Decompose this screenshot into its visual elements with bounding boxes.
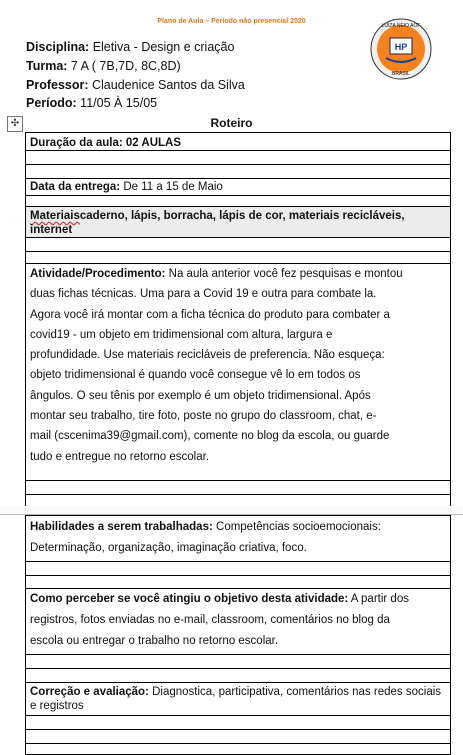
table-move-handle-icon[interactable]: ✣ <box>7 116 23 132</box>
perceber-line: A partir dos <box>348 593 409 605</box>
habilidades-line: Determinação, organização, imaginação criativa, foco. <box>30 542 307 554</box>
professor-line <box>26 78 245 92</box>
correcao-value: Diagnostica, participativa, comentários nas redes sociais e registros <box>30 686 442 712</box>
perceber-label: Como perceber se você atingiu o objetivo desta atividade: <box>30 593 349 605</box>
materiais-value: caderno, lápis, borracha, lápis de cor, materiais recicláveis, internet <box>30 210 405 236</box>
perceber-line: escola ou entregar o trabalho no retorno escolar. <box>30 635 279 647</box>
roteiro-heading: Roteiro <box>210 116 253 130</box>
entrega-cell <box>30 180 446 194</box>
svg-text:HP: HP <box>394 42 408 52</box>
svg-text:BRASIL: BRASIL <box>392 71 410 77</box>
atividade-line: covid19 - um objeto em tridimensional com altura, largura e <box>30 328 333 341</box>
turma-value: 7 A ( 7B,7D, 8C,8D) <box>67 59 181 73</box>
entrega-label: Data da entrega: <box>30 181 124 193</box>
turma-label: Turma: <box>26 59 68 73</box>
plan-title: Plano de Aula – Período não presencial 2020 <box>157 18 306 25</box>
materiais-cell <box>30 209 446 237</box>
atividade-cell <box>30 264 446 467</box>
atividade-line: Na aula anterior você fez pesquisas e montou <box>165 268 403 280</box>
atividade-line: montar seu trabalho, tire foto, poste no grupo do classroom, chat, e- <box>30 410 377 423</box>
professor-value: Claudenice Santos da Silva <box>88 78 245 92</box>
perceber-cell <box>30 589 446 652</box>
lesson-table-1 <box>25 132 451 508</box>
habilidades-label: Habilidades a serem trabalhadas: <box>30 521 213 533</box>
atividade-line: duas fichas técnicas. Uma para a Covid 19 e outra para combate la. <box>30 288 377 301</box>
periodo-value: 11/05 À 15/05 <box>76 96 158 110</box>
school-logo <box>370 18 432 80</box>
periodo-line <box>26 96 157 110</box>
perceber-line: registros, fotos enviadas no e-mail, classroom, comentários no blog da <box>30 614 390 626</box>
professor-label: Professor: <box>26 78 89 92</box>
atividade-line: tudo e entregue no retorno escolar. <box>30 450 210 463</box>
atividade-line: ângulos. O seu tênis por exemplo é um objeto tridimensional. Após <box>30 389 371 402</box>
duracao-cell: Duração da aula: 02 AULAS <box>30 137 182 149</box>
habilidades-line: Competências socioemocionais: <box>212 521 381 533</box>
lesson-table-2 <box>25 515 451 755</box>
atividade-line: mail (cscenima39@gmail.com), comente no blog da escola, ou guarde <box>30 430 390 443</box>
disciplina-line <box>26 40 234 54</box>
entrega-value: De 11 a 15 de Maio <box>123 181 223 193</box>
materiais-label: Materiais <box>30 210 80 222</box>
turma-line <box>26 59 181 73</box>
habilidades-cell <box>30 517 446 559</box>
disciplina-value: Eletiva - Design e criação <box>89 40 235 54</box>
atividade-line: profundidade. Use materiais recicláveis de preferencia. Não esqueça: <box>30 349 385 362</box>
correcao-label: Correção e avaliação: <box>30 686 149 698</box>
periodo-label: Período: <box>26 96 77 110</box>
page-break <box>0 506 463 515</box>
atividade-line: Agora você irá montar com a ficha técnica do produto para combater a <box>30 308 390 321</box>
atividade-label: Atividade/Procedimento: <box>30 268 166 280</box>
correcao-cell <box>30 685 446 713</box>
disciplina-label: Disciplina: <box>26 40 90 54</box>
svg-text:LUIZA NEIO AOF: LUIZA NEIO AOF <box>381 23 421 29</box>
atividade-line: objeto tridimensional é quando você consegue vê lo em todos os <box>30 369 361 382</box>
